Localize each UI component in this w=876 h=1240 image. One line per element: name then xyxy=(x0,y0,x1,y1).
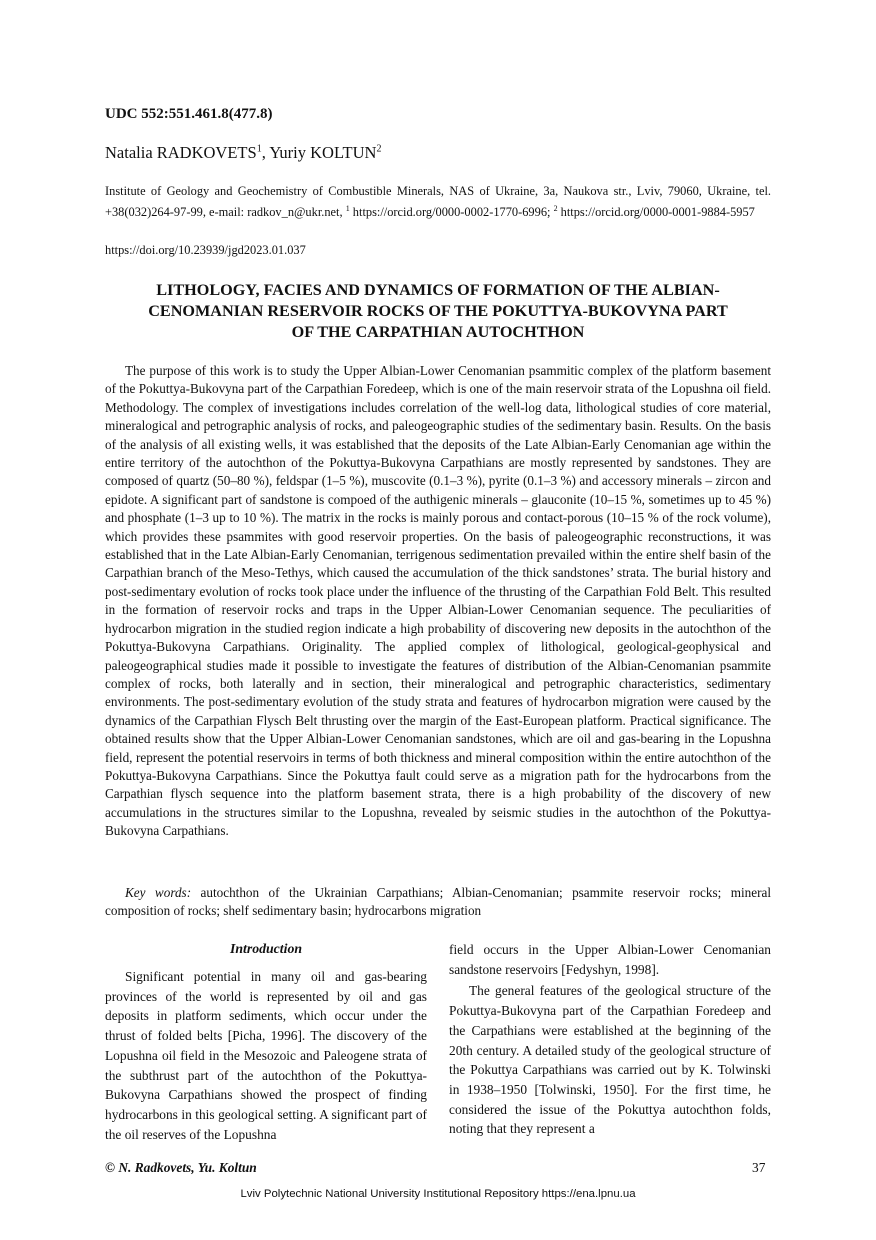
orcid-link[interactable]: https://orcid.org/0000-0001-9884-5957 xyxy=(557,205,755,220)
orcid-mark: 1 xyxy=(345,204,350,214)
orcid-link[interactable]: https://orcid.org/0000-0002-1770-6996; xyxy=(349,205,554,220)
title-line: OF THE CARPATHIAN AUTOCHTHON xyxy=(291,323,585,341)
title-line: CENOMANIAN RESERVOIR ROCKS OF THE POKUTTYA-BUKOVYNA PART xyxy=(148,302,728,320)
repository-footer: Lviv Polytechnic National University Institutional Repository https://ena.lpnu.ua xyxy=(240,1188,636,1200)
copyright: © N. Radkovets, Yu. Koltun xyxy=(105,1160,257,1175)
left-column xyxy=(105,940,427,1144)
paragraph: Significant potential in many oil and gas-bearing provinces of the world is represented by oil and gas deposits in platform sediments, which occur under the thrust of folded belts [Picha, 1996]. The discovery of the Lopushna oil field in the Mesozoic and Paleogene strata of the subthrust part of the autochthon of the Pokuttya-Bukovyna Carpathians showed the prospect of finding hydrocarbons in this geological setting. A significant part of the oil reserves of the Lopushna xyxy=(105,969,427,1142)
keywords-text: autochthon of the Ukrainian Carpathians; Albian-Cenomanian; psammite reservoir rocks; mineral composition of rocks; shelf sedimentary basin; hydrocarbons migration xyxy=(105,885,772,919)
author-affiliation-mark: 2 xyxy=(376,143,382,155)
section-heading: Introduction xyxy=(229,941,303,956)
paragraph: The general features of the geological structure of the Pokuttya-Bukovyna part of the Carpathian Foredeep and the Carpathians were established at the beginning of the 20th century. A detailed study of the geological structure of the Pokuttya Carpathians was carried out by K. Tolwinski in 1938–1950 [Tolwinski, 1950]. For the first time, he considered the issue of the Pokuttya autochthon folds, noting that they represent a xyxy=(449,983,771,1137)
author-affiliation-mark: 1 xyxy=(256,143,262,155)
affiliation xyxy=(105,183,771,222)
article-title xyxy=(105,280,771,343)
keywords xyxy=(105,884,771,921)
keywords-label: Key words: xyxy=(125,885,192,900)
abstract: The purpose of this work is to study the Upper Albian-Lower Cenomanian psammitic complex of the platform basement of the Pokuttya-Bukovyna part of the Carpathian Foredeep, which is one of the main reservoir strata of the Lopushna oil field. Methodology. The complex of investigations includes correlation of the well-log data, lithological studies of core material, mineralogical and petrographic analysis of rocks, and paleogeographic studies of the sedimentary basin. Results. On the basis of the analysis of all existing wells, it was established that the deposits of the Late Albian-Early Cenomanian age within the entire territory of the autochthon of the Pokuttya-Bukovyna Carpathians are mostly represented by sandstones. They are composed of quartz (50–80 %), feldspar (1–5 %), muscovite (0.1–3 %), pyrite (0.1–3 %) and accessory minerals – zircon and epidote. A significant part of sandstone is compoed of the authigenic minerals – glauconite (10–15 %, sometimes up to 45 %) and phosphate (1–3 up to 10 %). The matrix in the rocks is mainly porous and contact-porous (10–15 % of the rock volume), which provides these psammites with good reservoir properties. On the basis of paleogeographic reconstructions, it was established that in the Late Albian-Early Cenomanian, terrigenous sedimentation prevailed within the entire shelf basin of the Carpathian branch of the Meso-Tethys, which caused the accumulation of the thick sandstones’ strata. The burial history and post-sedimentary evolution of rocks took place under the influence of the thrusting of the Carpathian Fold Belt. This resulted in the formation of reservoir rocks and traps in the Upper Albian-Lower Cenomanian sequence. The peculiarities of hydrocarbon migration in the studied region indicate a high probability of discovering new deposits in the autochthon of the Pokuttya-Bukovyna Carpathians. Originality. The applied complex of lithological, geological-geophysical and paleogeographical studies made it possible to investigate the features of distribution of the Albian-Cenomanian psammite complex of rocks, both laterally and in section, their mineralogical and petrographic characteristics, sedimentary environments. The post-sedimentary evolution of the study strata and features of hydrocarbon migration were caused by the dynamics of the Carpathian Flysch Belt thrusting over the margin of the East-European platform. Practical significance. The obtained results show that the Upper Albian-Lower Cenomanian sandstones, which are oil and gas-bearing in the Lopushna field, represent the potential reservoirs in terms of both thickness and mineral composition within the entire autochthon of the Pokuttya-Bukovyna Carpathians. Since the Pokuttya fault could serve as a migration path for the hydrocarbons from the Carpathian flysch sequence into the platform basement strata, there is a high probability of the discovery of new accumulations in the structures similar to the Lopushna, revealed by seismic studies in the autochthon of the Pokuttya-Bukovyna Carpathians. xyxy=(105,363,771,839)
affiliation-text: Institute of Geology and Geochemistry of Combustible Minerals, NAS of Ukraine, 3a, Naukova str., Lviv, 79060, Ukraine, tel. +38(032)264-97-99, e-mail: radkov_n@ukr.net, xyxy=(105,184,771,220)
doi-link[interactable]: https://doi.org/10.23939/jgd2023.01.037 xyxy=(105,243,306,257)
right-column xyxy=(449,940,771,1139)
author-name: Natalia RADKOVETS xyxy=(105,143,257,162)
page-number: 37 xyxy=(752,1160,766,1175)
author-line xyxy=(105,143,381,163)
udc-code: UDC 552:551.461.8(477.8) xyxy=(105,106,273,122)
orcid-mark: 2 xyxy=(553,204,558,214)
author-name: Yuriy KOLTUN xyxy=(269,143,377,162)
title-line: LITHOLOGY, FACIES AND DYNAMICS OF FORMATION OF THE ALBIAN- xyxy=(156,281,720,299)
author-separator: , xyxy=(261,143,270,162)
paragraph: field occurs in the Upper Albian-Lower Cenomanian sandstone reservoirs [Fedyshyn, 1998]. xyxy=(449,942,771,977)
